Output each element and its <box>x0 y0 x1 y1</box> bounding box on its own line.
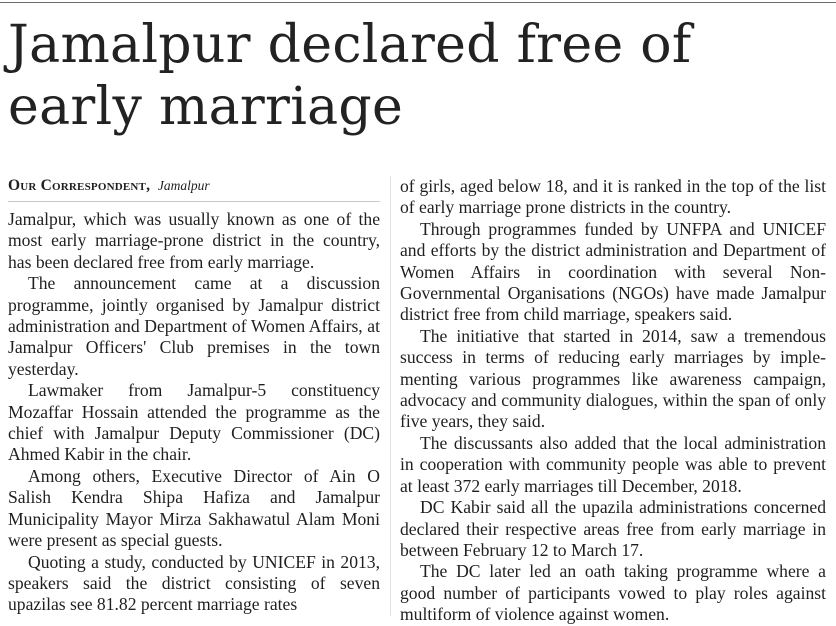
headline <box>8 14 832 138</box>
byline-location: Jamalpur <box>157 178 210 193</box>
paragraph-intro: Jamalpur, which was usually known as one of the most early marriage-prone district in the country, has been declared free from early marriage. <box>8 209 380 272</box>
paragraph-lawmaker: Lawmaker from Jamalpur-5 constituency Mozaffar Hossain attended the programme as the chief with Jamalpur Deputy Commissioner (DC) Ahmed Kabir in the chair. <box>8 380 380 465</box>
paragraph-unicef-study: Quoting a study, conducted by UNICEF in 2013, speakers said the district consisting of seven upazilas see 81.82 percent marriage rates <box>8 551 380 615</box>
byline-author: Our Correspondent, <box>8 177 151 194</box>
paragraph-initiative: The initiative that started in 2014, saw a tremendous success in terms of reducing early marriages by implementing various programmes like awareness campaign, advocacy and community dialogues, within the span of only five years, they said. <box>400 325 826 432</box>
article-column-left <box>8 176 380 616</box>
headline-line-2: early marriage <box>8 77 404 137</box>
column-divider <box>390 176 391 616</box>
article-column-right <box>400 176 826 626</box>
byline <box>8 176 380 202</box>
paragraph-discussants: The discussants also added that the local administration in cooperation with community people was able to prevent at least 372 early marriages till December, 2018. <box>400 432 826 496</box>
paragraph-special-guests: Among others, Executive Director of Ain O Salish Kendra Shipa Hafiza and Jamalpur Municipality Mayor Mirza Sakhawatul Alam Moni were present as special guests. <box>8 465 380 551</box>
paragraph-dc-kabir: DC Kabir said all the upazila administrations concerned declared their respective areas free from early marriage in between February 12 to March 17. <box>400 497 826 560</box>
paragraph-announcement: The announcement came at a discussion programme, jointly organised by Jamalpur district administration and Department of Women Affairs, at Jamalpur Officers' Club premises in the town yesterday. <box>8 273 380 379</box>
paragraph-programmes: Through programmes funded by UNFPA and UNICEF and efforts by the district administration and Department of Women Affairs in coordination with several Non-Governmental Organisations (NGOs) have made Jamalpur district free from child marriage, speakers said. <box>400 218 826 325</box>
top-rule <box>0 2 836 3</box>
paragraph-unicef-study-continued: of girls, aged below 18, and it is ranked in the top of the list of early marriage prone districts in the country. <box>400 176 826 218</box>
headline-line-1: Jamalpur declared free of <box>8 15 692 75</box>
paragraph-oath: The DC later led an oath taking programme where a good number of participants vowed to play roles against multiform of violence against women. <box>400 561 826 625</box>
